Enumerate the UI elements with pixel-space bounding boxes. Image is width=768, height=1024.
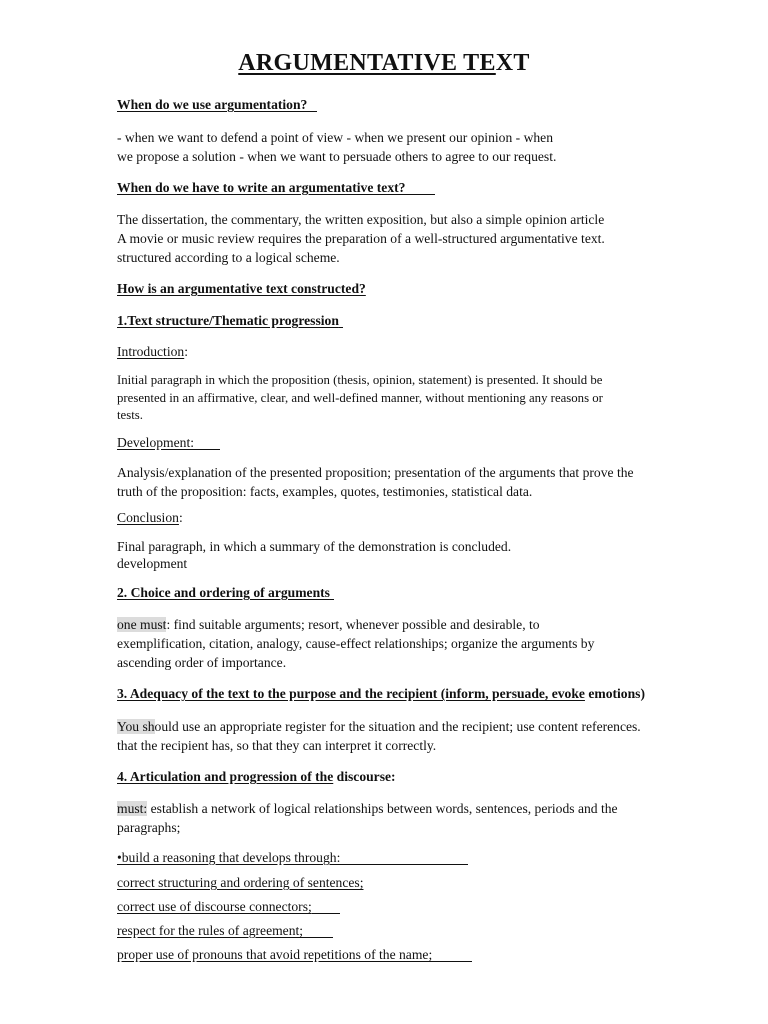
paragraph-choice-arguments: one must: find suitable arguments; resort, whenever possible and desirable, to exemplification, citation, analogy, cause-effect relationships; organize the arguments by ascending order of importance.	[117, 617, 595, 670]
list-item: correct use of discourse connectors;	[117, 899, 340, 915]
heading-adequacy: 3. Adequacy of the text to the purpose and the recipient (inform, persuade, evoke emotions)	[117, 686, 645, 701]
list-item: respect for the rules of agreement;	[117, 923, 333, 939]
paragraph-argumentation-uses: - when we want to defend a point of view - when we present our opinion - when we propose a solution - when we want to persuade others to agree to our request.	[117, 130, 557, 164]
paragraph-introduction: Initial paragraph in which the proposition (thesis, opinion, statement) is presented. It should be presented in an affirmative, clear, and well-defined manner, without mentioning any reasons or tests.	[117, 373, 603, 422]
label-conclusion: Conclusion:	[117, 510, 183, 525]
list-item: •build a reasoning that develops through:	[117, 850, 468, 866]
paragraph-articulation: must: establish a network of logical relationships between words, sentences, periods and the paragraphs;	[117, 801, 618, 835]
list-item: correct structuring and ordering of sentences;	[117, 875, 364, 890]
heading-articulation: 4. Articulation and progression of the discourse:	[117, 769, 396, 784]
label-introduction: Introduction:	[117, 344, 188, 359]
paragraph-when-write: The dissertation, the commentary, the written exposition, but also a simple opinion article A movie or music review requires the preparation of a well-structured argumentative text. structured according to a logical scheme.	[117, 212, 605, 265]
paragraph-development: Analysis/explanation of the presented proposition; presentation of the arguments that prove the truth of the proposition: facts, examples, quotes, testimonies, statistical data.	[117, 465, 634, 499]
heading-text-structure: 1.Text structure/Thematic progression	[117, 313, 343, 329]
heading-choice-arguments: 2. Choice and ordering of arguments	[117, 585, 334, 601]
document-title: ARGUMENTATIVE TEXT	[238, 50, 530, 76]
list-item: proper use of pronouns that avoid repetitions of the name;	[117, 947, 472, 963]
paragraph-adequacy: You should use an appropriate register for the situation and the recipient; use content references. that the recipient has, so that they can interpret it correctly.	[117, 719, 641, 753]
heading-how-constructed: How is an argumentative text constructed?	[117, 281, 366, 296]
paragraph-conclusion: Final paragraph, in which a summary of the demonstration is concluded. development	[117, 539, 512, 571]
heading-when-write: When do we have to write an argumentative text?	[117, 180, 435, 196]
heading-when-argumentation: When do we use argumentation?	[117, 97, 317, 113]
label-development: Development:	[117, 435, 220, 451]
